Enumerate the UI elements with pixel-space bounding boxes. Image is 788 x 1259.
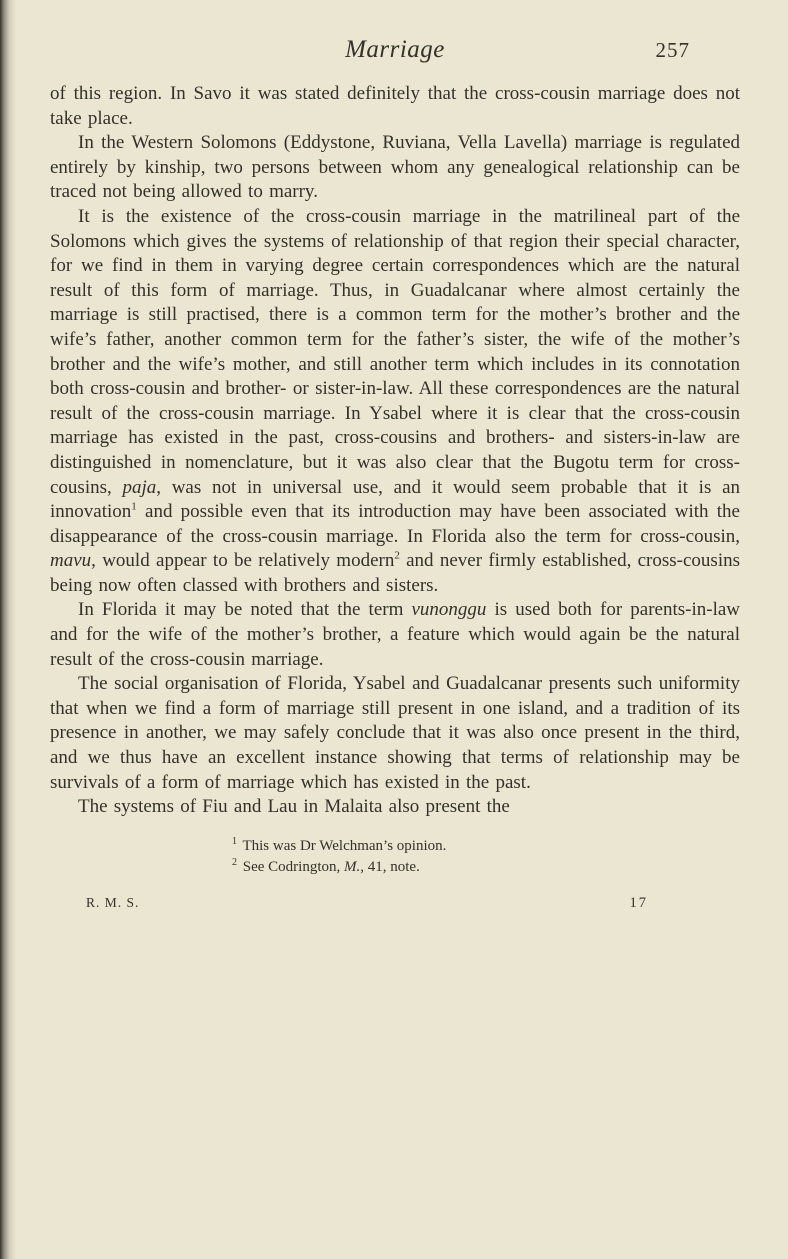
footnote-reference: 2 (394, 549, 400, 562)
footer-page-number: 17 (629, 894, 648, 911)
paragraph (50, 82, 740, 131)
text-segment: , would appear to be relatively modern (91, 550, 395, 572)
text-segment: and possible even that its introduction may have been associated with the disappearance of the cross-cousin marriage. In Florida also the term for cross-cousin, (50, 501, 740, 547)
footnote (232, 836, 740, 858)
page-header (50, 36, 740, 64)
text-segment: The social organisation of Florida, Ysabel and Guadalcanar presents such uniformity that when we find a form of marriage still present in one island, and a tradition of its presence in another, we may safely conclude that it was also once present in the third, and we thus have an excellent instance showing that terms of relationship may be survivals of a form of marriage which has existed in the past. (50, 673, 740, 793)
text-segment: In the Western Solomons (Eddystone, Ruviana, Vella Lavella) marriage is regulated entirely by kinship, two persons between whom any genealogical relationship can be traced not being allowed to marry. (50, 132, 740, 203)
text-segment: , 41, note. (360, 859, 420, 876)
footnotes (50, 836, 740, 879)
paragraph (50, 672, 740, 795)
text-segment: vunonggu (411, 599, 487, 621)
text-segment: M. (344, 859, 361, 876)
text-segment: of this region. In Savo it was stated definitely that the cross-cousin marriage does not take place. (50, 83, 740, 129)
page-footer (50, 895, 740, 912)
text-segment: In Florida it may be noted that the term (78, 599, 412, 621)
text-segment: mavu (50, 550, 92, 572)
paragraph (50, 795, 740, 820)
footer-initials: R. M. S. (86, 894, 140, 910)
text-segment: paja (122, 476, 157, 498)
footnote-marker: 1 (232, 835, 237, 847)
paragraph (50, 205, 740, 599)
text-segment: , was not in universal use, and it would seem probable that it is an innovation (50, 476, 741, 523)
text-segment: and never firmly established, cross-cousins being now often classed with brothers and sisters. (50, 550, 740, 596)
text-segment: is used both for parents-in-law and for the wife of the mother’s brother, a feature which would again be the natural result of the cross-cousin marriage. (50, 599, 740, 670)
footnote-reference: 1 (131, 500, 137, 513)
text-segment: The systems of Fiu and Lau in Malaita also present the (78, 796, 510, 818)
paragraph (50, 131, 740, 205)
page-title: Marriage (345, 36, 445, 63)
paragraph (50, 598, 740, 672)
page-number: 257 (655, 38, 690, 62)
footnote-marker: 2 (232, 857, 237, 869)
text-segment: See Codrington, (239, 859, 344, 876)
body-text (50, 82, 740, 820)
text-segment: It is the existence of the cross-cousin marriage in the matrilineal part of the Solomons which gives the systems of relationship of that region their special character, for we find in them in varying degree certain correspondences which are the natural result of this form of marriage. Thus, in Guadalcanar where almost certainly the marriage is still practised, there is a common term for the mother’s brother and the wife’s father, another common term for the father’s sister, the wife of the mother’s brother and the wife’s mother, and still another term which includes in its connotation both cross-cousin and brother- or sister-in-law. All these correspondences are the natural result of the cross-cousin marriage. In Ysabel where it is clear that the cross-cousin marriage has existed in the past, cross-cousins and brothers- and sisters-in-law are distinguished in nomenclature, but it was also clear that the Bugotu term for cross-cousins, (50, 205, 740, 498)
footnote (232, 857, 740, 879)
text-segment: This was Dr Welchman’s opinion. (239, 837, 447, 854)
